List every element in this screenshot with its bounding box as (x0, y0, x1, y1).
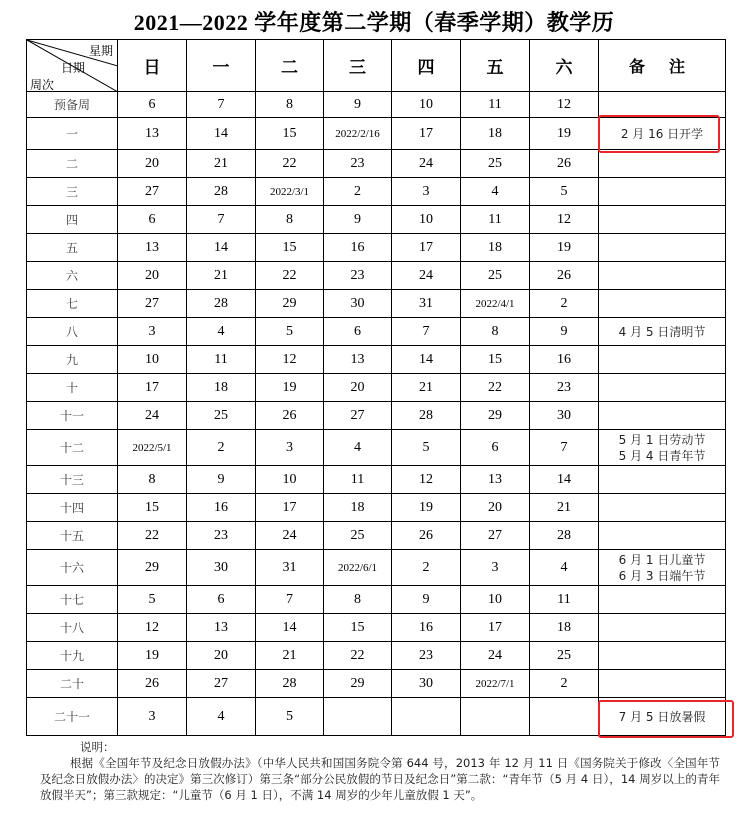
date-cell: 17 (392, 234, 461, 262)
week-number-cell: 二 (27, 150, 118, 178)
table-row (27, 346, 726, 374)
date-cell: 5 (392, 430, 461, 466)
date-cell: 24 (118, 402, 187, 430)
date-cell: 9 (324, 92, 392, 118)
table-row (27, 698, 726, 736)
table-row (27, 150, 726, 178)
week-number-cell: 七 (27, 290, 118, 318)
date-cell: 23 (392, 642, 461, 670)
table-row (27, 318, 726, 346)
date-cell: 22 (256, 262, 324, 290)
date-cell: 8 (256, 206, 324, 234)
date-cell: 15 (118, 494, 187, 522)
day-header-mon: 一 (187, 40, 256, 92)
date-cell: 18 (324, 494, 392, 522)
week-number-cell: 十六 (27, 550, 118, 586)
date-cell (324, 698, 392, 736)
date-cell: 20 (118, 150, 187, 178)
date-cell: 14 (392, 346, 461, 374)
date-cell: 18 (461, 234, 530, 262)
date-cell: 6 (118, 206, 187, 234)
date-cell: 26 (530, 150, 599, 178)
day-header-fri: 五 (461, 40, 530, 92)
date-cell: 26 (530, 262, 599, 290)
date-cell: 7 (530, 430, 599, 466)
date-cell: 4 (187, 698, 256, 736)
date-cell: 18 (461, 118, 530, 150)
date-cell: 23 (530, 374, 599, 402)
note-cell (599, 614, 726, 642)
date-cell: 5 (256, 698, 324, 736)
corner-week-label: 周次 (30, 78, 55, 92)
week-number-cell: 十三 (27, 466, 118, 494)
date-cell: 14 (187, 118, 256, 150)
date-cell: 6 (118, 92, 187, 118)
table-row (27, 670, 726, 698)
day-header-tue: 二 (256, 40, 324, 92)
date-cell: 27 (324, 402, 392, 430)
date-cell: 13 (461, 466, 530, 494)
date-cell: 24 (392, 262, 461, 290)
date-cell: 20 (118, 262, 187, 290)
date-cell: 29 (118, 550, 187, 586)
table-row (27, 402, 726, 430)
date-cell: 23 (324, 262, 392, 290)
date-cell: 28 (187, 178, 256, 206)
note-cell: 2 月 16 日开学 (599, 118, 726, 150)
week-number-cell: 二十 (27, 670, 118, 698)
table-row (27, 262, 726, 290)
date-cell: 6 (187, 586, 256, 614)
date-cell: 12 (530, 92, 599, 118)
date-cell: 7 (392, 318, 461, 346)
date-cell: 30 (530, 402, 599, 430)
date-cell: 10 (392, 206, 461, 234)
date-cell: 28 (256, 670, 324, 698)
date-cell: 20 (324, 374, 392, 402)
date-cell: 10 (392, 92, 461, 118)
note-cell (599, 522, 726, 550)
date-cell: 17 (118, 374, 187, 402)
date-cell: 8 (461, 318, 530, 346)
date-cell: 16 (530, 346, 599, 374)
date-cell: 9 (530, 318, 599, 346)
week-number-cell: 五 (27, 234, 118, 262)
date-cell: 29 (324, 670, 392, 698)
date-cell: 16 (392, 614, 461, 642)
table-row (27, 642, 726, 670)
date-cell: 2022/4/1 (461, 290, 530, 318)
date-cell: 21 (530, 494, 599, 522)
table-row (27, 522, 726, 550)
table-row (27, 234, 726, 262)
date-cell: 15 (461, 346, 530, 374)
corner-cell (27, 40, 118, 92)
date-cell: 18 (187, 374, 256, 402)
date-cell: 2022/7/1 (461, 670, 530, 698)
date-cell: 30 (187, 550, 256, 586)
note-cell (599, 178, 726, 206)
date-cell: 13 (187, 614, 256, 642)
date-cell: 4 (530, 550, 599, 586)
table-row (27, 118, 726, 150)
date-cell: 12 (256, 346, 324, 374)
date-cell: 24 (392, 150, 461, 178)
date-cell (461, 698, 530, 736)
date-cell: 16 (187, 494, 256, 522)
date-cell: 14 (530, 466, 599, 494)
footnote (40, 739, 720, 803)
week-number-cell: 十七 (27, 586, 118, 614)
date-cell: 13 (118, 118, 187, 150)
date-cell: 2 (187, 430, 256, 466)
date-cell: 8 (256, 92, 324, 118)
date-cell: 29 (256, 290, 324, 318)
date-cell: 5 (530, 178, 599, 206)
day-header-thu: 四 (392, 40, 461, 92)
date-cell: 26 (392, 522, 461, 550)
date-cell: 7 (256, 586, 324, 614)
date-cell: 10 (461, 586, 530, 614)
date-cell: 25 (461, 262, 530, 290)
note-cell (599, 402, 726, 430)
date-cell: 13 (118, 234, 187, 262)
table-row (27, 290, 726, 318)
date-cell: 11 (461, 92, 530, 118)
page-title: 2021—2022 学年度第二学期（春季学期）教学历 (133, 10, 615, 35)
date-cell (392, 698, 461, 736)
date-cell: 2022/6/1 (324, 550, 392, 586)
date-cell: 25 (187, 402, 256, 430)
date-cell: 7 (187, 92, 256, 118)
date-cell: 12 (530, 206, 599, 234)
date-cell: 8 (324, 586, 392, 614)
date-cell: 27 (118, 178, 187, 206)
date-cell: 15 (324, 614, 392, 642)
note-cell (599, 262, 726, 290)
table-row (27, 374, 726, 402)
note-cell (599, 234, 726, 262)
date-cell: 12 (392, 466, 461, 494)
date-cell: 2 (530, 670, 599, 698)
date-cell: 28 (187, 290, 256, 318)
date-cell: 18 (530, 614, 599, 642)
week-number-cell: 十二 (27, 430, 118, 466)
week-number-cell: 十 (27, 374, 118, 402)
table-row (27, 466, 726, 494)
date-cell: 3 (461, 550, 530, 586)
note-cell (599, 642, 726, 670)
table-row (27, 586, 726, 614)
date-cell: 19 (256, 374, 324, 402)
date-cell: 24 (461, 642, 530, 670)
date-cell: 22 (324, 642, 392, 670)
date-cell: 27 (461, 522, 530, 550)
date-cell (530, 698, 599, 736)
corner-weekday-label: 星期 (88, 44, 113, 58)
note-cell (599, 150, 726, 178)
corner-date-label: 日期 (61, 61, 86, 75)
date-cell: 19 (530, 234, 599, 262)
note-cell (599, 206, 726, 234)
day-header-wed: 三 (324, 40, 392, 92)
date-cell: 4 (187, 318, 256, 346)
date-cell: 27 (187, 670, 256, 698)
date-cell: 26 (118, 670, 187, 698)
week-number-cell: 预备周 (27, 92, 118, 118)
date-cell: 20 (187, 642, 256, 670)
date-cell: 10 (256, 466, 324, 494)
date-cell: 8 (118, 466, 187, 494)
date-cell: 23 (187, 522, 256, 550)
date-cell: 31 (392, 290, 461, 318)
date-cell: 21 (256, 642, 324, 670)
day-header-sat: 六 (530, 40, 599, 92)
date-cell: 14 (187, 234, 256, 262)
date-cell: 6 (324, 318, 392, 346)
date-cell: 2022/2/16 (324, 118, 392, 150)
date-cell: 24 (256, 522, 324, 550)
week-number-cell: 四 (27, 206, 118, 234)
date-cell: 27 (118, 290, 187, 318)
date-cell: 17 (392, 118, 461, 150)
note-cell (599, 290, 726, 318)
table-row (27, 92, 726, 118)
table-row (27, 206, 726, 234)
table-row (27, 494, 726, 522)
date-cell: 7 (187, 206, 256, 234)
table-row (27, 178, 726, 206)
date-cell: 28 (530, 522, 599, 550)
date-cell: 15 (256, 234, 324, 262)
note-cell: 7 月 5 日放暑假 (599, 698, 726, 736)
date-cell: 22 (118, 522, 187, 550)
week-number-cell: 十五 (27, 522, 118, 550)
note-cell (599, 494, 726, 522)
date-cell: 11 (530, 586, 599, 614)
date-cell: 25 (461, 150, 530, 178)
table-row (27, 614, 726, 642)
date-cell: 5 (256, 318, 324, 346)
date-cell: 15 (256, 118, 324, 150)
week-number-cell: 三 (27, 178, 118, 206)
date-cell: 3 (392, 178, 461, 206)
note-cell (599, 346, 726, 374)
note-cell: 4 月 5 日清明节 (599, 318, 726, 346)
week-number-cell: 二十一 (27, 698, 118, 736)
date-cell: 14 (256, 614, 324, 642)
week-number-cell: 六 (27, 262, 118, 290)
footnote-label: 说明： (80, 740, 115, 754)
date-cell: 16 (324, 234, 392, 262)
week-number-cell: 十八 (27, 614, 118, 642)
date-cell: 25 (324, 522, 392, 550)
date-cell: 21 (392, 374, 461, 402)
date-cell: 2 (392, 550, 461, 586)
date-cell: 28 (392, 402, 461, 430)
week-number-cell: 九 (27, 346, 118, 374)
week-number-cell: 十九 (27, 642, 118, 670)
date-cell: 21 (187, 150, 256, 178)
date-cell: 4 (461, 178, 530, 206)
date-cell: 21 (187, 262, 256, 290)
date-cell: 22 (256, 150, 324, 178)
date-cell: 2022/3/1 (256, 178, 324, 206)
date-cell: 17 (256, 494, 324, 522)
table-row (27, 550, 726, 586)
note-cell (599, 374, 726, 402)
note-cell (599, 466, 726, 494)
day-header-sun: 日 (118, 40, 187, 92)
date-cell: 3 (118, 318, 187, 346)
date-cell: 2022/5/1 (118, 430, 187, 466)
note-cell (599, 92, 726, 118)
week-number-cell: 八 (27, 318, 118, 346)
date-cell: 19 (118, 642, 187, 670)
week-number-cell: 十四 (27, 494, 118, 522)
date-cell: 29 (461, 402, 530, 430)
date-cell: 5 (118, 586, 187, 614)
date-cell: 6 (461, 430, 530, 466)
date-cell: 11 (187, 346, 256, 374)
note-cell: 5 月 1 日劳动节 5 月 4 日青年节 (599, 430, 726, 466)
date-cell: 3 (118, 698, 187, 736)
date-cell: 10 (118, 346, 187, 374)
date-cell: 2 (324, 178, 392, 206)
date-cell: 9 (392, 586, 461, 614)
date-cell: 11 (461, 206, 530, 234)
notes-header: 备 注 (599, 40, 726, 92)
calendar-table (26, 39, 726, 736)
date-cell: 25 (530, 642, 599, 670)
note-cell: 6 月 1 日儿童节 6 月 3 日端午节 (599, 550, 726, 586)
table-row (27, 430, 726, 466)
note-cell (599, 670, 726, 698)
date-cell: 30 (324, 290, 392, 318)
date-cell: 30 (392, 670, 461, 698)
date-cell: 2 (530, 290, 599, 318)
date-cell: 11 (324, 466, 392, 494)
date-cell: 22 (461, 374, 530, 402)
date-cell: 23 (324, 150, 392, 178)
date-cell: 17 (461, 614, 530, 642)
week-number-cell: 十一 (27, 402, 118, 430)
header-row (27, 40, 726, 92)
week-number-cell: 一 (27, 118, 118, 150)
date-cell: 3 (256, 430, 324, 466)
date-cell: 20 (461, 494, 530, 522)
date-cell: 9 (187, 466, 256, 494)
date-cell: 9 (324, 206, 392, 234)
date-cell: 19 (530, 118, 599, 150)
date-cell: 13 (324, 346, 392, 374)
note-cell (599, 586, 726, 614)
date-cell: 12 (118, 614, 187, 642)
date-cell: 4 (324, 430, 392, 466)
date-cell: 26 (256, 402, 324, 430)
date-cell: 19 (392, 494, 461, 522)
date-cell: 31 (256, 550, 324, 586)
footnote-text: 根据《全国年节及纪念日放假办法》（中华人民共和国国务院令第 644 号，2013 年 12 月 11 日《国务院关于修改〈全国年节及纪念日放假办法〉的决定》第三次修订）第三条“部分公民放假的节日及纪念日”第二款：“青年节（5 月 4 日），14 周岁以上的青年放假半天”；第三款规定：“儿童节（6 月 1 日），不满 14 周岁的少年儿童放假 1 天”。 (40, 756, 720, 802)
